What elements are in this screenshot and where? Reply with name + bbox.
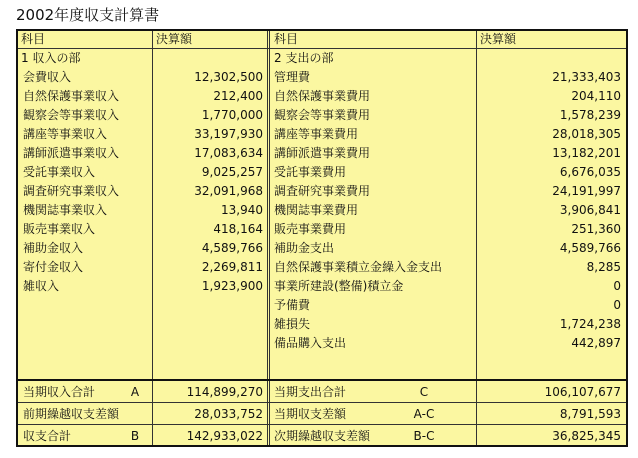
income-item-amount: 2,269,811 <box>201 260 263 274</box>
income-item-amount: 13,940 <box>221 203 263 217</box>
expense-total-tag: A-C <box>413 407 435 421</box>
budget-table <box>16 29 628 447</box>
income-total-label: 収支合計 <box>23 429 72 443</box>
expense-item-label: 補助金支出 <box>274 241 335 255</box>
totals-divider <box>18 379 626 381</box>
expense-item-label: 自然保護事業費用 <box>274 89 371 103</box>
expense-item-header: 科目 <box>274 32 299 46</box>
expense-item-label: 雑損失 <box>274 317 311 331</box>
income-total-label: 前期繰越収支差額 <box>23 407 120 421</box>
income-item-label: 寄付金収入 <box>23 260 84 274</box>
expense-item-label: 調査研究事業費用 <box>274 184 371 198</box>
income-item-amount: 17,083,634 <box>194 146 263 160</box>
income-total-amount: 114,899,270 <box>186 385 263 399</box>
income-item-label: 会費収入 <box>23 70 72 84</box>
expense-item-label: 事業所建設(整備)積立金 <box>274 279 404 293</box>
income-total-amount: 28,033,752 <box>194 407 263 421</box>
expense-item-label: 管理費 <box>274 70 311 84</box>
expense-amount-header: 決算額 <box>480 32 517 46</box>
expense-item-label: 備品購入支出 <box>274 336 347 350</box>
header-divider <box>18 48 626 49</box>
income-item-label: 受託事業収入 <box>23 165 96 179</box>
income-item-label: 補助金収入 <box>23 241 84 255</box>
expense-item-label: 機関誌事業費用 <box>274 203 359 217</box>
income-item-label: 自然保護事業収入 <box>23 89 120 103</box>
expense-item-label: 観察会等事業費用 <box>274 108 371 122</box>
income-item-label: 講師派遣事業収入 <box>23 146 120 160</box>
column-divider <box>267 31 268 445</box>
income-item-amount: 1,770,000 <box>201 108 263 122</box>
expense-total-label: 次期繰越収支差額 <box>274 429 371 443</box>
income-item-header: 科目 <box>21 32 46 46</box>
income-item-amount: 9,025,257 <box>201 165 263 179</box>
income-item-amount: 212,400 <box>213 89 263 103</box>
expense-item-amount: 6,676,035 <box>559 165 621 179</box>
income-item-label: 講座等事業収入 <box>23 127 108 141</box>
expense-item-amount: 28,018,305 <box>552 127 621 141</box>
expense-item-amount: 1,578,239 <box>559 108 621 122</box>
income-total-label: 当期収入合計 <box>23 385 96 399</box>
income-item-label: 販売事業収入 <box>23 222 96 236</box>
column-divider <box>152 31 153 445</box>
column-divider <box>269 31 270 445</box>
expense-item-label: 受託事業費用 <box>274 165 347 179</box>
expense-item-label: 講座等事業費用 <box>274 127 359 141</box>
expense-item-amount: 442,897 <box>571 336 621 350</box>
expense-total-tag: C <box>419 385 429 399</box>
expense-item-amount: 24,191,997 <box>552 184 621 198</box>
income-item-label: 観察会等事業収入 <box>23 108 120 122</box>
expense-item-amount: 21,333,403 <box>552 70 621 84</box>
totals-row-divider <box>18 424 626 425</box>
expense-item-amount: 8,285 <box>586 260 621 274</box>
income-total-tag: A <box>130 385 140 399</box>
income-item-label: 調査研究事業収入 <box>23 184 120 198</box>
expense-item-amount: 13,182,201 <box>552 146 621 160</box>
expense-section-label: 2 支出の部 <box>274 51 334 65</box>
expense-item-amount: 0 <box>613 279 621 293</box>
expense-total-label: 当期収支差額 <box>274 407 347 421</box>
income-item-amount: 1,923,900 <box>201 279 263 293</box>
expense-total-amount: 106,107,677 <box>544 385 621 399</box>
expense-item-label: 販売事業費用 <box>274 222 347 236</box>
expense-item-label: 予備費 <box>274 298 311 312</box>
expense-total-tag: B-C <box>413 429 435 443</box>
income-section-label: 1 収入の部 <box>21 51 81 65</box>
income-item-amount: 4,589,766 <box>201 241 263 255</box>
expense-item-amount: 0 <box>613 298 621 312</box>
expense-item-label: 自然保護事業積立金繰入金支出 <box>274 260 443 274</box>
totals-row-divider <box>18 402 626 403</box>
income-item-label: 機関誌事業収入 <box>23 203 108 217</box>
income-item-amount: 32,091,968 <box>194 184 263 198</box>
page-title: 2002年度収支計算書 <box>16 6 160 24</box>
income-amount-header: 決算額 <box>156 32 193 46</box>
expense-item-amount: 251,360 <box>571 222 621 236</box>
expense-item-label: 講師派遣事業費用 <box>274 146 371 160</box>
income-total-amount: 142,933,022 <box>186 429 263 443</box>
expense-item-amount: 4,589,766 <box>559 241 621 255</box>
income-item-amount: 12,302,500 <box>194 70 263 84</box>
income-total-tag: B <box>130 429 140 443</box>
expense-total-amount: 8,791,593 <box>559 407 621 421</box>
income-item-amount: 33,197,930 <box>194 127 263 141</box>
income-item-amount: 418,164 <box>213 222 263 236</box>
expense-total-amount: 36,825,345 <box>552 429 621 443</box>
income-item-label: 雑収入 <box>23 279 60 293</box>
expense-item-amount: 204,110 <box>571 89 621 103</box>
expense-item-amount: 3,906,841 <box>559 203 621 217</box>
expense-item-amount: 1,724,238 <box>559 317 621 331</box>
column-divider <box>476 31 477 445</box>
expense-total-label: 当期支出合計 <box>274 385 347 399</box>
